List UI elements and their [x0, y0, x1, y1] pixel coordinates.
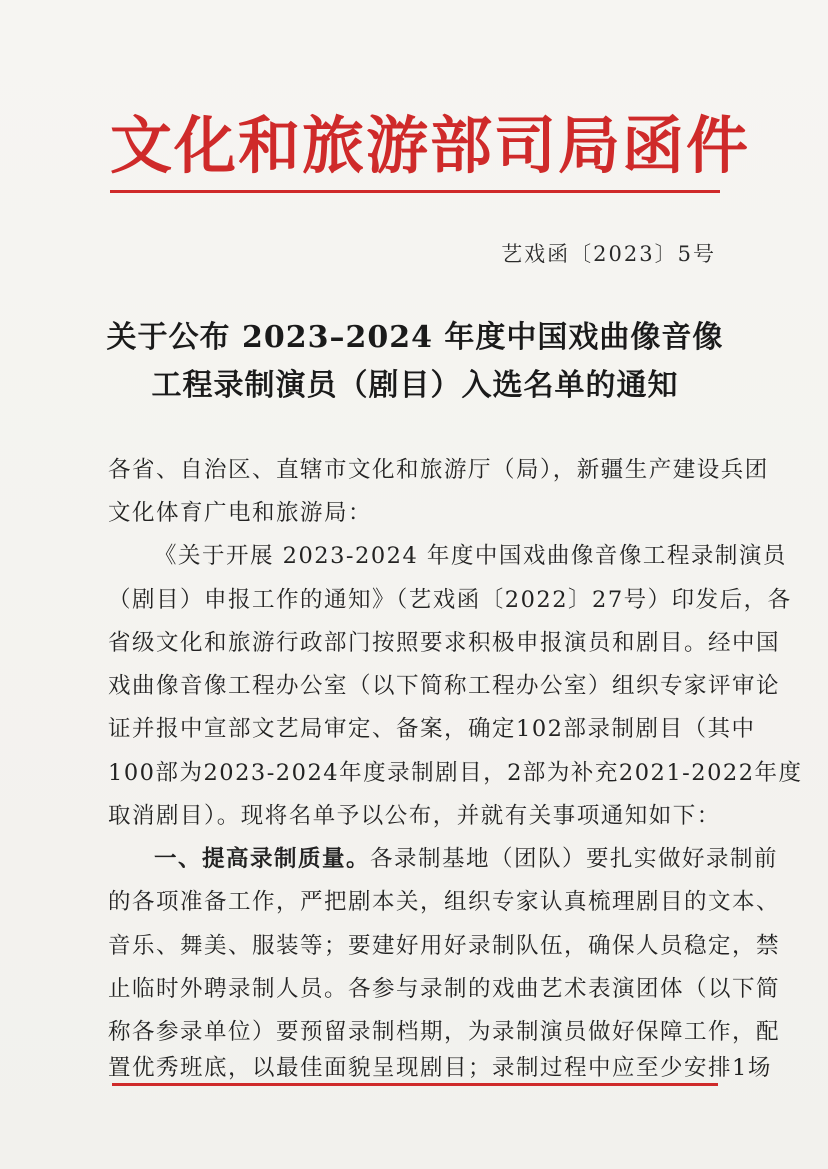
body-line: 置优秀班底，以最佳面貌呈现剧目；录制过程中应至少安排1场 [108, 1055, 772, 1081]
body-line: 取消剧目）。现将名单予以公布，并就有关事项通知如下： [108, 803, 721, 829]
body-line: 戏曲像音像工程办公室（以下简称工程办公室）组织专家评审论 [108, 673, 781, 699]
body-line: 止临时外聘录制人员。各参与录制的戏曲艺术表演团体（以下简 [108, 976, 781, 1002]
section-1-heading: 一、提高录制质量。 [154, 846, 371, 872]
letterhead-title: 文化和旅游部司局函件 [110, 109, 751, 182]
body-line: 100部为2023-2024年度录制剧目，2部为补充2021-2022年度 [108, 760, 803, 786]
document-title-line-2: 工程录制演员（剧目）入选名单的通知 [151, 368, 679, 403]
section-1-first-line [108, 841, 779, 873]
footer-red-rule [112, 1083, 718, 1086]
body-line: 省级文化和旅游行政部门按照要求积极申报演员和剧目。经中国 [108, 630, 781, 656]
body-line: 称各参录单位）要预留录制档期，为录制演员做好保障工作，配 [108, 1019, 781, 1045]
body-line: （剧目）申报工作的通知》（艺戏函〔2022〕27号）印发后，各 [108, 587, 792, 613]
body-line: 证并报中宣部文艺局审定、备案，确定102部录制剧目（其中 [108, 716, 756, 742]
body-line: 的各项准备工作，严把剧本关，组织专家认真梳理剧目的文本、 [108, 889, 781, 915]
body-line: 音乐、舞美、服装等；要建好用好录制队伍，确保人员稳定，禁 [108, 933, 781, 959]
section-1-text: 各录制基地（团队）要扎实做好录制前 [370, 846, 779, 872]
document-number: 艺戏函〔2023〕5号 [501, 242, 716, 266]
document-title-line-1: 关于公布 2023–2024 年度中国戏曲像音像 [106, 320, 724, 355]
body-line: 文化体育广电和旅游局： [108, 500, 373, 526]
body-line: 《关于开展 2023-2024 年度中国戏曲像音像工程录制演员 [154, 543, 787, 569]
body-line: 各省、自治区、直辖市文化和旅游厅（局），新疆生产建设兵团 [108, 457, 769, 483]
letterhead-red-rule [110, 190, 720, 193]
